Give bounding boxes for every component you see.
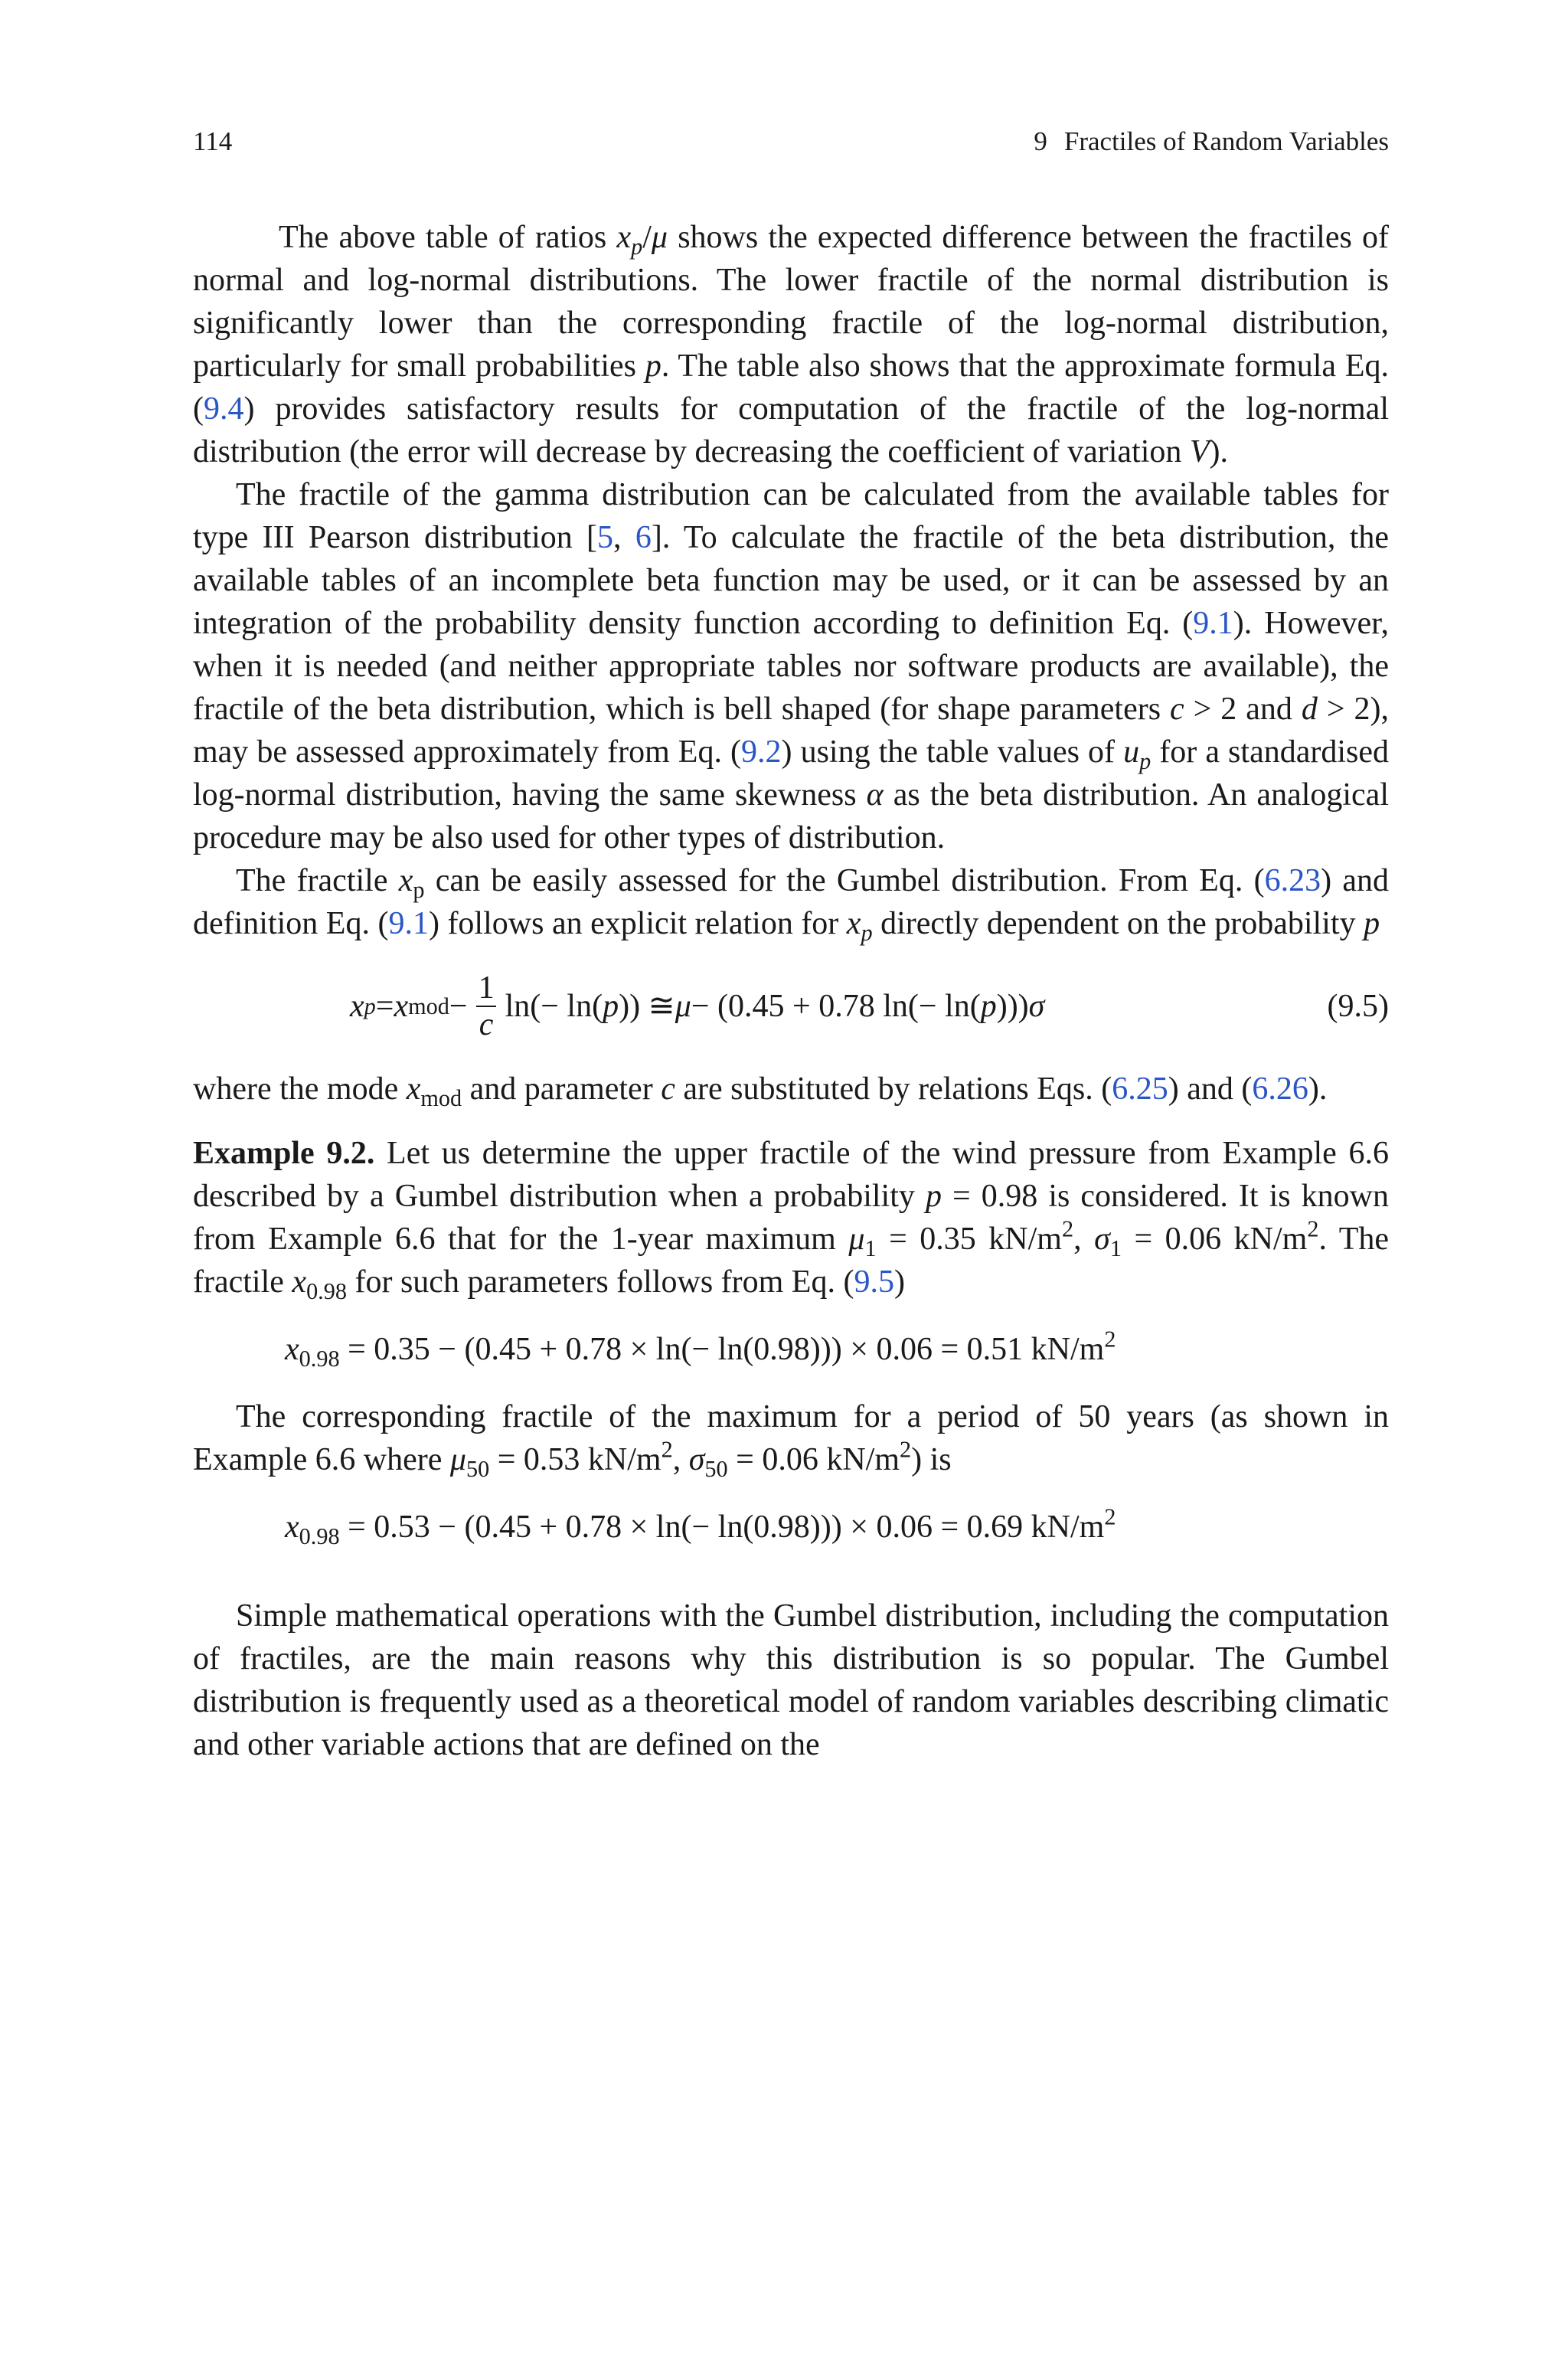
paragraph-ratio-table: The above table of ratios $x_p/\mu$ shows the expected difference between the fractiles of normal and log-normal distributions. The lower fractile of the normal distribution is significantly lower than the corresponding fractile of the log-normal distribution, particularly for small probabilities p. The table also shows that the approximate formula Eq. (9.4) provides satisfactory results for computation of the fractile of the log-normal distribution (the error will decrease by decreasing the coefficient of variation V). xyxy=(193,220,1390,469)
equation-number: (9.5) xyxy=(1327,989,1389,1024)
chapter-heading xyxy=(1034,123,1389,161)
paragraph-mode-substitution: where the mode $x_{mod}$ and parameter c are substituted by relations Eqs. (6.25) and (6.26). xyxy=(193,1071,1328,1112)
equation-fractile-1-year: $x_{0.98} = 0.35 - (0.45 + 0.78 \times \ln(- \ln(0.98))) \times 0.06 = 0.51$ $kN/m^2$ xyxy=(285,1326,1116,1372)
paragraph-50-years: The corresponding fractile of the maximum for a period of 50 years (as shown in Example 6.6 where $\mu_{50} = 0.53$ $kN/m^2$, $\sigma_{50} = 0.06$ $kN/m^2$) is xyxy=(193,1399,1389,1483)
equation-body: x p = x mod − $\frac{1}{c}$ ln(− ln( p )) ≅ μ − (0.45 + 0.78 ln(− ln( p ))) σ xyxy=(350,970,1045,1042)
paragraph-gumbel-popularity: Simple mathematical operations with the Gumbel distribution, including the computation of fractiles, are the main reasons why this distribution is so popular. The Gumbel distribution is frequently used as a theoretical model of random variables describing climatic and other variable actions that are defined on the xyxy=(193,1598,1389,1762)
equation-link[interactable]: 6.25 xyxy=(1112,1071,1168,1107)
equation-link[interactable]: 9.4 xyxy=(204,391,244,427)
equation-link[interactable]: 6.23 xyxy=(1264,863,1321,898)
equation-fractile-50-year: $x_{0.98} = 0.53 - (0.45 + 0.78 \times \ln(- \ln(0.98))) \times 0.06 = 0.69$ $kN/m^2$ xyxy=(285,1503,1116,1550)
chapter-title: Fractiles of Random Variables xyxy=(1063,126,1389,156)
example-9-2: Example 9.2. Let us determine the upper fractile of the wind pressure from Example 6.6 described by a Gumbel distribution when a probability p = 0.98 is considered. It is known from Example 6.6 that for the 1-year maximum $\mu_1 = 0.35$ $kN/m^2$, $\sigma_1 = 0.06$ $kN/m^2$. The fractile $x_{0.98}$ for such parameters follows from Eq. (9.5) xyxy=(193,1136,1390,1305)
equation-link[interactable]: 6.26 xyxy=(1252,1071,1308,1107)
equation-link[interactable]: 9.2 xyxy=(741,734,782,770)
running-header xyxy=(193,123,1389,161)
citation-link[interactable]: 6 xyxy=(635,520,652,555)
paragraph-gumbel-fractile: The fractile $x_p$ can be easily assessed for the Gumbel distribution. From Eq. (6.23) and definition Eq. (9.1) follows an explicit relation for $x_p$ directly dependent on the probability p xyxy=(193,863,1390,947)
equation-link[interactable]: 9.1 xyxy=(1193,606,1233,641)
citation-link[interactable]: 5 xyxy=(597,520,614,555)
page-number: 114 xyxy=(193,126,233,156)
example-title: Example 9.2. xyxy=(193,1136,375,1171)
equation-9-5 xyxy=(193,945,1389,1068)
chapter-number: 9 xyxy=(1034,126,1047,156)
equation-link[interactable]: 9.5 xyxy=(854,1264,894,1300)
page-body xyxy=(193,216,1389,1766)
fraction: $\frac{1}{c}$ xyxy=(475,970,498,1042)
equation-link[interactable]: 9.1 xyxy=(388,906,429,941)
paragraph-gamma-beta: The fractile of the gamma distribution can be calculated from the available tables for type III Pearson distribution [5, 6]. To calculate the fractile of the beta distribution, the available tables of an incomplete beta function may be used, or it can be assessed by an integration of the probability density function according to definition Eq. (9.1). However, when it is needed (and neither appropriate tables nor software products are available), the fractile of the beta distribution, which is bell shaped (for shape parameters c > 2 and d > 2), may be assessed approximately from Eq. (9.2) using the table values of $u_p$ for a standardised log-normal distribution, having the same skewness α as the beta distribution. An analogical procedure may be also used for other types of distribution. xyxy=(193,477,1390,855)
